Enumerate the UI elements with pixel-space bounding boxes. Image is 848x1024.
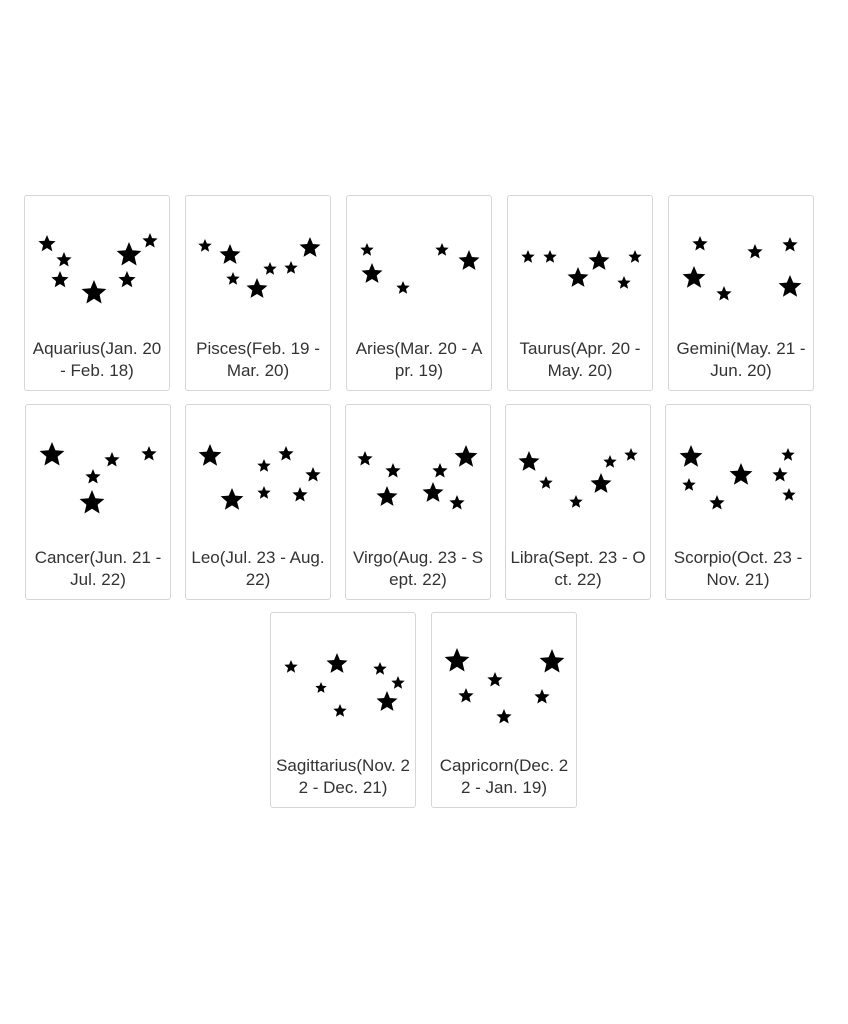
star-icon: [362, 263, 383, 283]
zodiac-card-libra[interactable]: [505, 404, 651, 600]
star-icon: [589, 250, 610, 270]
zodiac-label-aries: Aries(Mar. 20 - Apr. 19): [355, 339, 483, 380]
star-icon: [257, 486, 270, 499]
star-icon: [247, 278, 268, 298]
star-icon: [449, 495, 464, 510]
star-icon: [226, 272, 239, 285]
star-icon: [628, 250, 641, 263]
star-icon: [257, 459, 270, 472]
star-icon: [385, 463, 400, 478]
constellation-icon-capricorn: [432, 613, 578, 733]
star-icon: [278, 446, 293, 461]
star-icon: [104, 452, 119, 467]
star-icon: [782, 237, 797, 252]
zodiac-label-pisces: Pisces(Feb. 19 - Mar. 20): [196, 339, 320, 380]
zodiac-label-aquarius: Aquarius(Jan. 20 - Feb. 18): [32, 339, 162, 380]
star-icon: [569, 495, 582, 508]
star-icon: [496, 709, 511, 724]
star-icon: [487, 672, 502, 687]
star-icon: [377, 691, 398, 711]
star-icon: [85, 469, 100, 484]
star-icon: [534, 689, 549, 704]
star-icon: [40, 442, 65, 466]
star-icon: [373, 662, 386, 675]
star-icon: [617, 276, 630, 289]
zodiac-label-scorpio: Scorpio(Oct. 23 - Nov. 21): [673, 548, 803, 589]
star-icon: [360, 243, 373, 256]
star-icon: [730, 463, 753, 485]
star-icon: [432, 463, 447, 478]
star-icon: [543, 250, 556, 263]
zodiac-card-scorpio[interactable]: [665, 404, 811, 600]
star-icon: [82, 280, 107, 304]
star-icon: [683, 266, 706, 288]
star-icon: [56, 252, 71, 267]
constellation-icon-cancer: [26, 405, 172, 525]
star-icon: [624, 448, 637, 461]
constellation-icon-virgo: [346, 405, 492, 525]
star-icon: [692, 236, 707, 251]
star-icon: [455, 445, 478, 467]
star-icon: [333, 704, 346, 717]
star-icon: [709, 495, 724, 510]
zodiac-label-sagittarius: Sagittarius(Nov. 22 - Dec. 21): [276, 756, 410, 797]
star-icon: [591, 473, 612, 493]
star-icon: [680, 445, 703, 467]
zodiac-card-cancer[interactable]: [25, 404, 171, 600]
constellation-icon-leo: [186, 405, 332, 525]
zodiac-card-pisces[interactable]: [185, 195, 331, 391]
star-icon: [199, 444, 222, 466]
zodiac-label-virgo: Virgo(Aug. 23 - Sept. 22): [352, 548, 484, 589]
constellation-icon-pisces: [186, 196, 332, 316]
constellation-icon-aquarius: [25, 196, 171, 316]
star-icon: [540, 649, 565, 673]
star-icon: [458, 688, 473, 703]
zodiac-card-aquarius[interactable]: [24, 195, 170, 391]
zodiac-card-taurus[interactable]: [507, 195, 653, 391]
zodiac-card-leo[interactable]: [185, 404, 331, 600]
star-icon: [284, 261, 297, 274]
star-icon: [305, 467, 320, 482]
star-icon: [445, 648, 470, 672]
zodiac-label-cancer: Cancer(Jun. 21 - Jul. 22): [34, 548, 162, 589]
zodiac-card-virgo[interactable]: [345, 404, 491, 600]
star-icon: [435, 243, 448, 256]
star-icon: [682, 478, 695, 491]
zodiac-card-aries[interactable]: [346, 195, 492, 391]
star-icon: [284, 660, 297, 673]
star-icon: [396, 281, 409, 294]
star-icon: [315, 682, 326, 693]
star-icon: [263, 262, 276, 275]
star-icon: [377, 486, 398, 506]
zodiac-card-gemini[interactable]: [668, 195, 814, 391]
zodiac-card-sagittarius[interactable]: [270, 612, 416, 808]
star-icon: [198, 239, 211, 252]
star-icon: [221, 488, 244, 510]
star-icon: [220, 244, 241, 264]
star-icon: [327, 653, 348, 673]
star-icon: [772, 467, 787, 482]
star-icon: [38, 235, 55, 251]
star-icon: [391, 676, 404, 689]
zodiac-label-taurus: Taurus(Apr. 20 - May. 20): [519, 339, 641, 380]
star-icon: [521, 250, 534, 263]
star-icon: [80, 490, 105, 514]
star-icon: [142, 233, 157, 248]
star-icon: [716, 286, 731, 301]
constellation-icon-taurus: [508, 196, 654, 316]
star-icon: [459, 250, 480, 270]
constellation-icon-aries: [347, 196, 493, 316]
star-icon: [423, 482, 444, 502]
star-icon: [782, 488, 795, 501]
star-icon: [357, 451, 372, 466]
star-icon: [51, 271, 68, 287]
star-icon: [519, 451, 540, 471]
constellation-icon-scorpio: [666, 405, 812, 525]
zodiac-label-leo: Leo(Jul. 23 - Aug. 22): [191, 548, 325, 589]
constellation-icon-libra: [506, 405, 652, 525]
star-icon: [781, 448, 794, 461]
star-icon: [292, 487, 307, 502]
zodiac-card-capricorn[interactable]: [431, 612, 577, 808]
zodiac-label-gemini: Gemini(May. 21 - Jun. 20): [676, 339, 806, 380]
star-icon: [141, 446, 156, 461]
star-icon: [118, 271, 135, 287]
star-icon: [300, 237, 321, 257]
star-icon: [117, 242, 142, 266]
star-icon: [603, 455, 616, 468]
star-icon: [779, 275, 802, 297]
zodiac-label-capricorn: Capricorn(Dec. 22 - Jan. 19): [439, 756, 569, 797]
constellation-icon-sagittarius: [271, 613, 417, 733]
star-icon: [568, 267, 589, 287]
star-icon: [747, 244, 762, 259]
zodiac-label-libra: Libra(Sept. 23 - Oct. 22): [510, 548, 646, 589]
star-icon: [539, 476, 552, 489]
constellation-icon-gemini: [669, 196, 815, 316]
